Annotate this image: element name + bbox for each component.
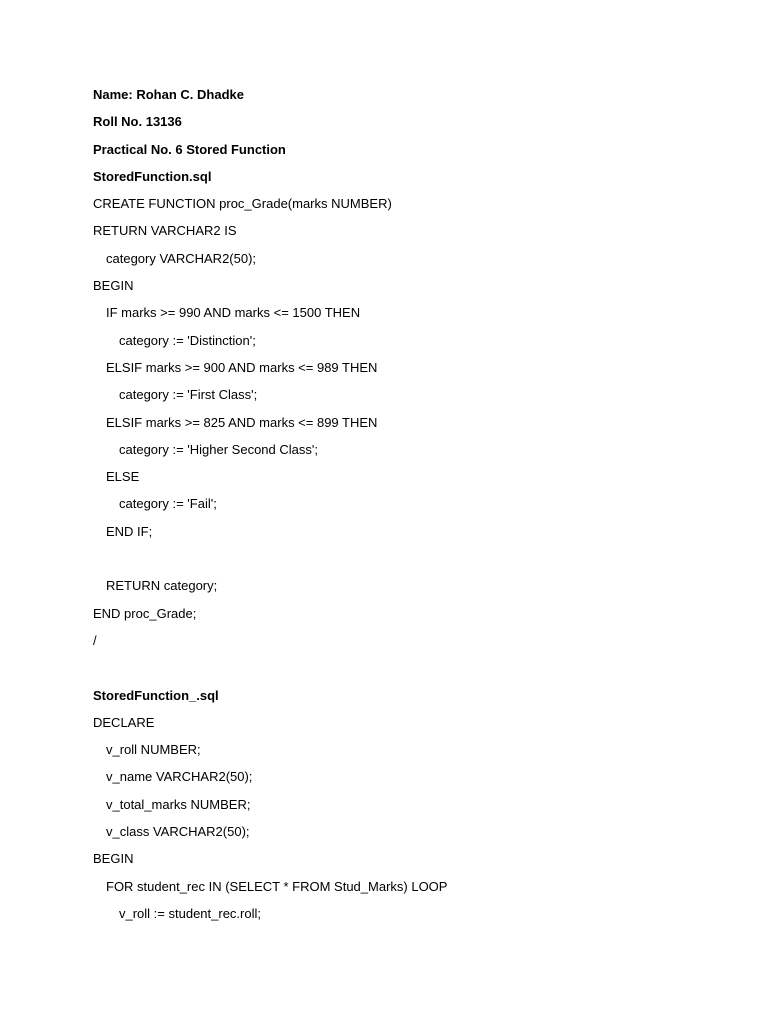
practical-title: Practical No. 6 Stored Function — [93, 141, 286, 157]
file1-filename: StoredFunction.sql — [93, 168, 212, 184]
student-name: Name: Rohan C. Dhadke — [93, 87, 244, 102]
code-line: BEGIN — [93, 851, 134, 867]
document-content — [93, 84, 728, 930]
code-line: v_roll NUMBER; — [106, 742, 201, 758]
file2-filename: StoredFunction_.sql — [93, 687, 219, 703]
code-line: ELSIF marks >= 900 AND marks <= 989 THEN — [106, 359, 378, 375]
code-line: RETURN category; — [106, 578, 218, 594]
code-line: END IF; — [106, 523, 153, 539]
code-line: ELSIF marks >= 825 AND marks <= 899 THEN — [106, 414, 378, 430]
code-line: FOR student_rec IN (SELECT * FROM Stud_Marks) LOOP — [106, 878, 448, 894]
blank-line — [93, 548, 728, 575]
code-line: category := 'Distinction'; — [119, 332, 256, 348]
code-line: category := 'First Class'; — [119, 387, 258, 403]
code-line: v_total_marks NUMBER; — [106, 796, 251, 812]
code-line: END proc_Grade; — [93, 605, 197, 621]
code-line: category VARCHAR2(50); — [106, 250, 257, 266]
code-line: / — [93, 632, 97, 648]
code-line: ELSE — [106, 469, 140, 485]
code-line: CREATE FUNCTION proc_Grade(marks NUMBER) — [93, 196, 392, 212]
code-line: BEGIN — [93, 278, 134, 294]
code-line: RETURN VARCHAR2 IS — [93, 223, 237, 239]
code-line: v_class VARCHAR2(50); — [106, 824, 250, 840]
roll-number: Roll No. 13136 — [93, 114, 182, 130]
blank-line — [93, 657, 728, 684]
code-line: category := 'Fail'; — [119, 496, 217, 512]
code-line: v_name VARCHAR2(50); — [106, 769, 253, 785]
code-line: DECLARE — [93, 714, 155, 730]
code-line: category := 'Higher Second Class'; — [119, 441, 318, 457]
code-line: v_roll := student_rec.roll; — [119, 905, 261, 921]
code-line: IF marks >= 990 AND marks <= 1500 THEN — [106, 305, 361, 321]
